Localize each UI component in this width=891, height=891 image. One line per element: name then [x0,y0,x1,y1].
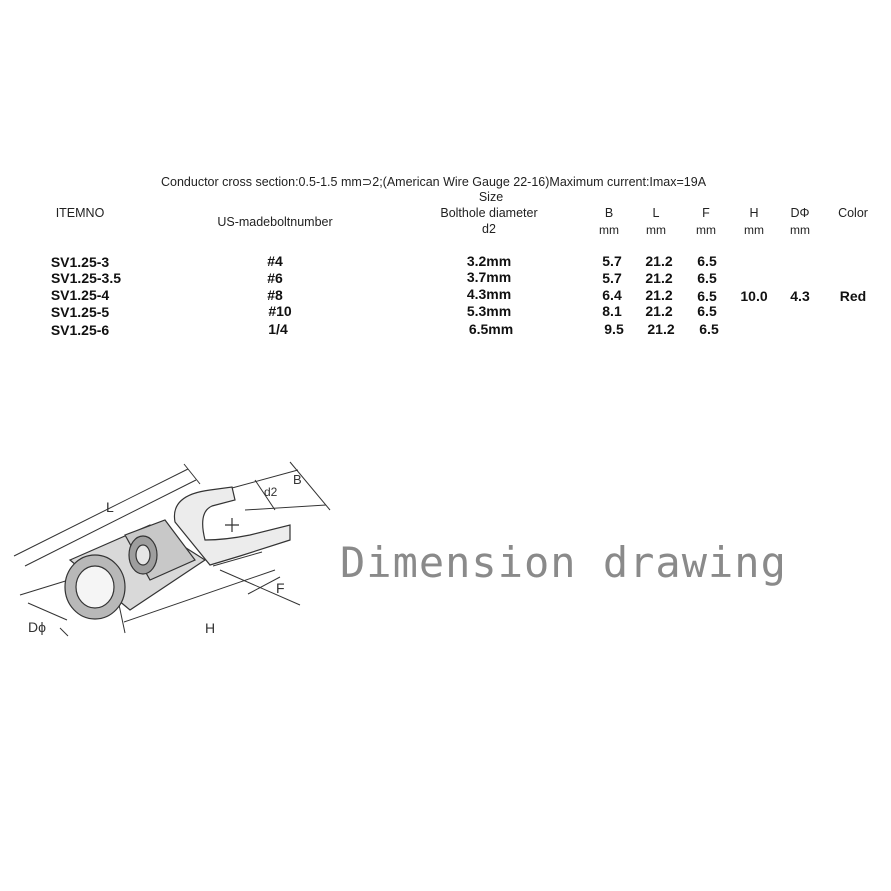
col-header-h: H [749,206,759,220]
dimension-drawing-title: Dimension drawing [340,538,787,587]
row-us-bolt: #8 [267,287,283,303]
row-us-bolt: #10 [268,303,292,319]
row-bolthole: 6.5mm [468,321,514,337]
col-header-dphi: DΦ [790,206,810,220]
row-bolthole: 3.7mm [466,269,512,285]
row-item: SV1.25-6 [50,322,110,338]
row-l: 21.2 [647,321,675,337]
dim-label-l: L [106,499,114,515]
col-header-us-bolt: US-madeboltnumber [217,215,333,229]
dim-label-d2: d2 [264,485,278,499]
row-us-bolt: 1/4 [268,321,288,337]
col-unit-h: mm [744,223,764,237]
row-f: 6.5 [697,288,717,304]
row-b: 9.5 [604,321,624,337]
col-header-l: L [652,206,660,220]
row-item: SV1.25-5 [50,304,110,320]
row-f: 6.5 [697,303,717,319]
size-label: Size [478,190,504,204]
col-header-b: B [604,206,614,220]
row-bolthole: 4.3mm [466,286,512,302]
shared-h: 10.0 [740,288,768,304]
col-header-item: ITEMNO [55,206,105,220]
dim-label-f: F [276,580,285,596]
shared-dphi: 4.3 [790,288,810,304]
row-item: SV1.25-3 [50,254,110,270]
row-l: 21.2 [645,287,673,303]
shared-color: Red [839,288,867,304]
col-unit-f: mm [696,223,716,237]
row-item: SV1.25-3.5 [50,270,122,286]
dim-label-b: B [293,472,302,487]
row-us-bolt: #4 [267,253,283,269]
col-header-bolthole: Bolthole diameter [440,206,538,220]
row-bolthole: 5.3mm [466,303,512,319]
row-l: 21.2 [645,270,673,286]
row-f: 6.5 [697,253,717,269]
row-us-bolt: #6 [267,270,283,286]
row-item: SV1.25-4 [50,287,110,303]
col-header-f: F [702,206,710,220]
row-bolthole: 3.2mm [466,253,512,269]
row-f: 6.5 [699,321,719,337]
col-unit-l: mm [646,223,666,237]
row-b: 5.7 [602,270,622,286]
row-b: 8.1 [602,303,622,319]
col-unit-dphi: mm [790,223,810,237]
row-b: 5.7 [602,253,622,269]
col-header-bolthole-sub: d2 [482,222,496,236]
dim-label-h: H [205,620,216,636]
col-unit-b: mm [599,223,619,237]
row-f: 6.5 [697,270,717,286]
conductor-spec-line: Conductor cross section:0.5-1.5 mm⊃2;(American Wire Gauge 22-16)Maximum current:Imax=19A [161,175,707,189]
row-b: 6.4 [602,287,622,303]
col-header-color: Color [838,206,868,220]
row-l: 21.2 [645,253,673,269]
row-l: 21.2 [645,303,673,319]
dim-label-dphi: Dϕ [28,619,46,635]
